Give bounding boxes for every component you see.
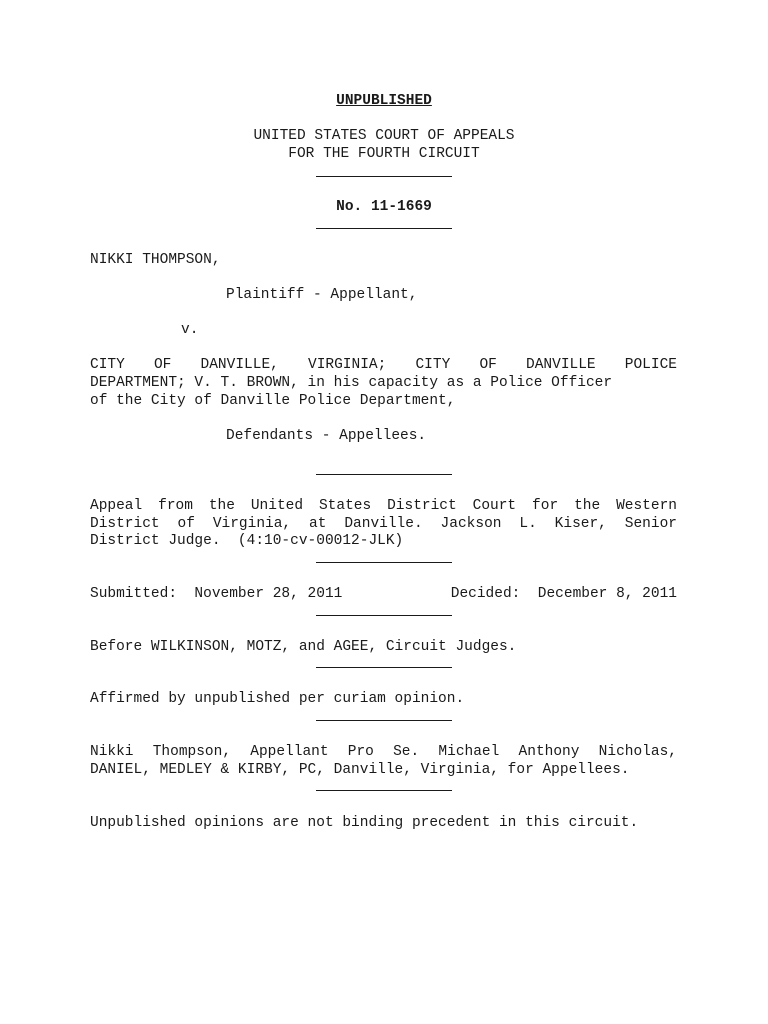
defendants-line2: DEPARTMENT; V. T. BROWN, in his capacity as a Police Officer: [90, 375, 613, 391]
appeal-line2: District of Virginia, at Danville. Jackson L. Kiser, Senior: [90, 516, 677, 532]
defendants-role: Defendants - Appellees.: [226, 428, 427, 444]
defendants-line3: of the City of Danville Police Department,: [90, 393, 456, 409]
disposition: Affirmed by unpublished per curiam opinion.: [90, 691, 465, 707]
defendants-line1: CITY OF DANVILLE, VIRGINIA; CITY OF DANVILLE POLICE: [90, 357, 677, 373]
divider-rule: [316, 720, 452, 721]
divider-rule: [316, 474, 452, 475]
divider-rule: [316, 176, 452, 177]
divider-rule: [316, 562, 452, 563]
panel-judges: Before WILKINSON, MOTZ, and AGEE, Circuit Judges.: [90, 639, 517, 655]
appeal-line3: District Judge. (4:10-cv-00012-JLK): [90, 533, 404, 549]
divider-rule: [316, 667, 452, 668]
precedent-notice: Unpublished opinions are not binding precedent in this circuit.: [90, 815, 639, 831]
divider-rule: [316, 790, 452, 791]
divider-rule: [316, 615, 452, 616]
plaintiff-role: Plaintiff - Appellant,: [226, 287, 418, 303]
plaintiff-name: NIKKI THOMPSON,: [90, 252, 221, 268]
counsel-line2: DANIEL, MEDLEY & KIRBY, PC, Danville, Virginia, for Appellees.: [90, 762, 630, 778]
submitted-date: Submitted: November 28, 2011: [90, 586, 343, 602]
court-name-line1: UNITED STATES COURT OF APPEALS: [253, 128, 515, 144]
decided-date: Decided: December 8, 2011: [450, 586, 677, 602]
publication-status: UNPUBLISHED: [336, 93, 432, 109]
case-number: No. 11-1669: [336, 199, 432, 215]
appeal-line1: Appeal from the United States District Court for the Western: [90, 498, 677, 514]
versus: v.: [181, 322, 199, 338]
divider-rule: [316, 228, 452, 229]
counsel-line1: Nikki Thompson, Appellant Pro Se. Michael Anthony Nicholas,: [90, 744, 677, 760]
court-name-line2: FOR THE FOURTH CIRCUIT: [288, 146, 480, 162]
